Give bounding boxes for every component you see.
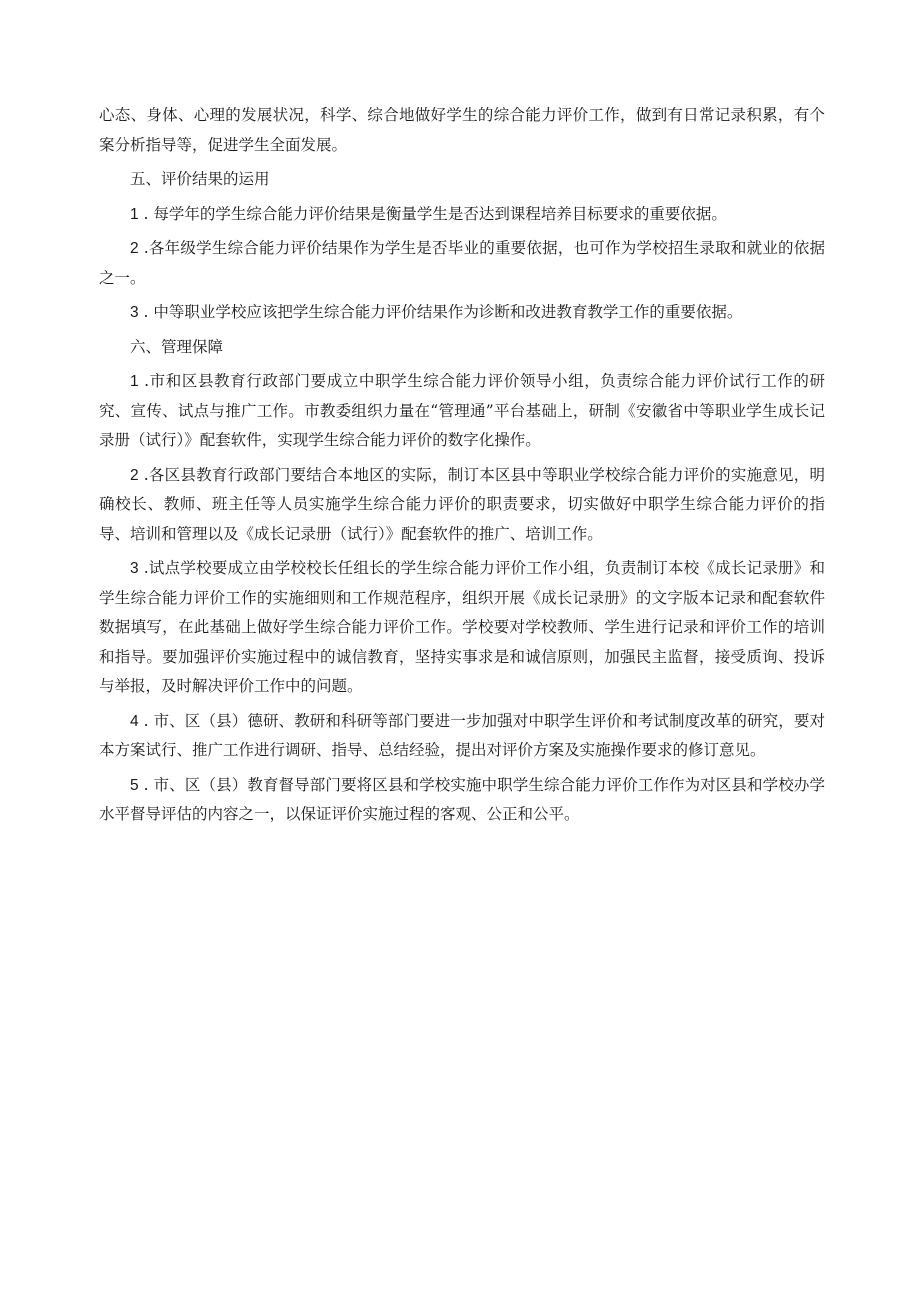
item-number: 5 bbox=[130, 776, 139, 794]
item-number: 3 bbox=[130, 560, 139, 577]
list-item: 2 .各区县教育行政部门要结合本地区的实际，制订本区县中等职业学校综合能力评价的实施意见，明确校长、教师、班主任等人员实施学生综合能力评价的职责要求，切实做好中职学生综合能力评价的指导、培训和管理以及《成长记录册（试行）》配套软件的推广、培训工作。 bbox=[99, 465, 825, 543]
list-item: 4 . 市、区（县）德研、教研和科研等部门要进一步加强对中职学生评价和考试制度改革的研究，要对本方案试行、推广工作进行调研、指导、总结经验，提出对评价方案及实施操作要求的修订意见。 bbox=[99, 711, 825, 759]
item-number: 2 bbox=[130, 466, 139, 484]
item-number: 4 bbox=[130, 712, 139, 730]
paragraph-continuation: 心态、身体、心理的发展状况，科学、综合地做好学生的综合能力评价工作，做到有日常记录积累，有个案分析指导等，促进学生全面发展。 bbox=[99, 106, 825, 154]
list-item: 3 . 中等职业学校应该把学生综合能力评价结果作为诊断和改进教育教学工作的重要依据。 bbox=[130, 303, 743, 321]
list-item: 1 . 每学年的学生综合能力评价结果是衡量学生是否达到课程培养目标要求的重要依据。 bbox=[130, 204, 727, 223]
item-number: 1 bbox=[130, 205, 139, 223]
item-number: 2 bbox=[130, 240, 139, 257]
document-page bbox=[99, 101, 825, 835]
item-number: 1 bbox=[130, 373, 139, 390]
item-number: 3 bbox=[130, 304, 139, 321]
list-item: 5 . 市、区（县）教育督导部门要将区县和学校实施中职学生综合能力评价工作作为对区县和学校办学水平督导评估的内容之一，以保证评价实施过程的客观、公正和公平。 bbox=[99, 775, 825, 823]
list-item: 1 .市和区县教育行政部门要成立中职学生综合能力评价领导小组，负责综合能力评价试行工作的研究、宣传、试点与推广工作。市教委组织力量在“管理通”平台基础上，研制《安徽省中等职业学生成长记录册（试行）》配套软件，实现学生综合能力评价的数字化操作。 bbox=[99, 372, 825, 449]
list-item: 2 .各年级学生综合能力评价结果作为学生是否毕业的重要依据，也可作为学校招生录取和就业的依据之一。 bbox=[99, 239, 825, 287]
section-heading-6: 六、管理保障 bbox=[130, 337, 224, 356]
section-heading-5: 五、评价结果的运用 bbox=[130, 170, 270, 188]
list-item: 3 .试点学校要成立由学校校长任组长的学生综合能力评价工作小组，负责制订本校《成长记录册》和学生综合能力评价工作的实施细则和工作规范程序，组织开展《成长记录册》的文字版本记录和配套软件数据填写，在此基础上做好学生综合能力评价工作。学校要对学校教师、学生进行记录和评价工作的培训和指导。要加强评价实施过程中的诚信教育，坚持实事求是和诚信原则，加强民主监督，接受质询、投诉与举报，及时解决评价工作中的问题。 bbox=[99, 559, 825, 695]
